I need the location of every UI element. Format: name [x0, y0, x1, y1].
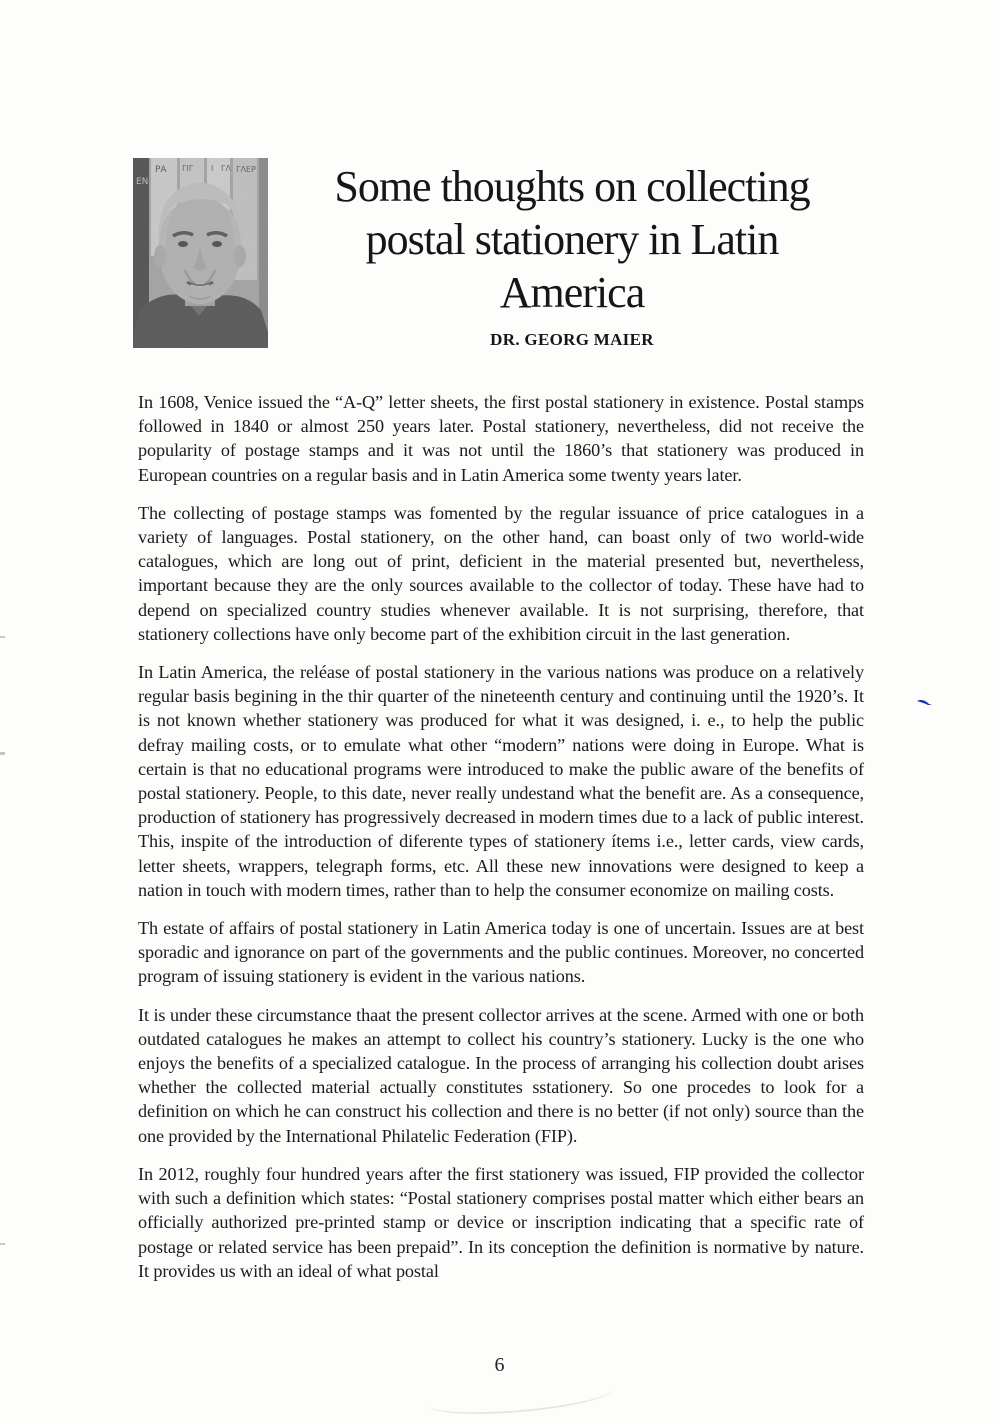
- paragraph-5: It is under these circumstance thaat the present collector arrives at the scene. Armed with one or both outdated catalogues he makes an attempt to collect his country’s stationery. Lucky is the one who enjoys the benefits of a specialized catalogue. In the process of arranging his collection doubt arises whether the collected material actually constitutes sstationery. So one procedes to look for a definition on which he can construct his collection and there is no better (if not only) source than the one provided by the International Philatelic Federation (FIP).: [138, 1004, 864, 1146]
- article-title-line-3: America: [499, 268, 645, 317]
- scan-edge-artifact: [0, 1243, 5, 1245]
- title-block: [283, 160, 861, 350]
- photo-strip-letters: ΡΑ: [155, 165, 167, 175]
- author-photo: [133, 158, 268, 348]
- paragraph-4: Th estate of affairs of postal stationery in Latin America today is one of uncertain. Issues are at best sporadic and ignorance on part of the governments and the public continues. Moreover, no concerted program of issuing stationery is evident in the various nations.: [138, 918, 864, 987]
- article-body: [138, 390, 864, 1297]
- article-title-line-1: Some thoughts on collecting: [334, 162, 810, 211]
- photo-strip-letters: ΕΝ: [136, 177, 149, 187]
- paragraph-2: The collecting of postage stamps was fomented by the regular issuance of price catalogues in a variety of languages. Postal stationery, on the other hand, can boast only of two world-wide catalogues, which are long out of print, deficient in the material presented but, nevertheless, important because they are the only sources available to the collector of today. These have had to depend on specialized country studies whenever available. It is not surprising, therefore, that stationery collections have only become part of the exhibition circuit in the last generation.: [138, 502, 864, 644]
- paragraph-3: In Latin America, the reléase of postal stationery in the various nations was produce on a relatively regular basis begining in the thir quarter of the nineteenth century and continuing until the 1920’s. It is not known whether stationery was produced for what it was designed, i. e., to help the public defray mailing costs, or to emulate what other “modern” nations were doing in Europe. What is certain is that no educational programs were introduced to make the public aware of the benefits of postal stationery. People, to this date, never really undestand what the benefit are. As a consequence, production of stationery has progressively decreased in modern times due to a lack of public interest. This, inspite of the introduction of diferente types of stationery ítems i.e., letter cards, view cards, letter sheets, wrappers, telegraph forms, etc. All these new innovations were designed to keep a nation in touch with modern times, rather than to help the consumer economize on mailing costs.: [138, 662, 864, 900]
- photo-strip-letters: ΓΛ: [221, 164, 231, 173]
- blue-ink-mark: [916, 698, 934, 708]
- paragraph-6: In 2012, roughly four hundred years after the first stationery was issued, FIP provided the collector with such a definition which states: “Postal stationery comprises postal matter which either bears an officially authorized pre-printed stamp or device or inscription indicating that a specific rate of postage or related service has been prepaid”. In its conception the definition is normative by nature. It provides us with an ideal of what postal: [138, 1163, 864, 1281]
- photo-strip-letters: ΓΙΓ: [182, 164, 194, 173]
- scan-edge-artifact: [0, 636, 5, 638]
- author-portrait-image: [133, 158, 268, 348]
- scan-edge-artifact: [0, 752, 5, 755]
- paragraph-1: In 1608, Venice issued the “A-Q” letter sheets, the first postal stationery in existence. Postal stamps followed in 1840 or almost 250 years later. Postal stationery, nevertheless, did not receive the popularity of postage stamps and it was not until the 1860’s that stationery was produced in European countries on a regular basis and in Latin America some twenty years later.: [138, 392, 864, 485]
- photo-strip-letters: ΓΛΕΡ: [236, 165, 256, 174]
- page-number: 6: [494, 1354, 505, 1376]
- author-byline: DR. GEORG MAIER: [490, 330, 654, 349]
- pencil-smudge-artifact: [427, 1374, 614, 1420]
- article-header: [133, 158, 865, 350]
- photo-strip-letters: Ι: [211, 164, 214, 173]
- article-title-line-2: postal stationery in Latin: [365, 215, 779, 264]
